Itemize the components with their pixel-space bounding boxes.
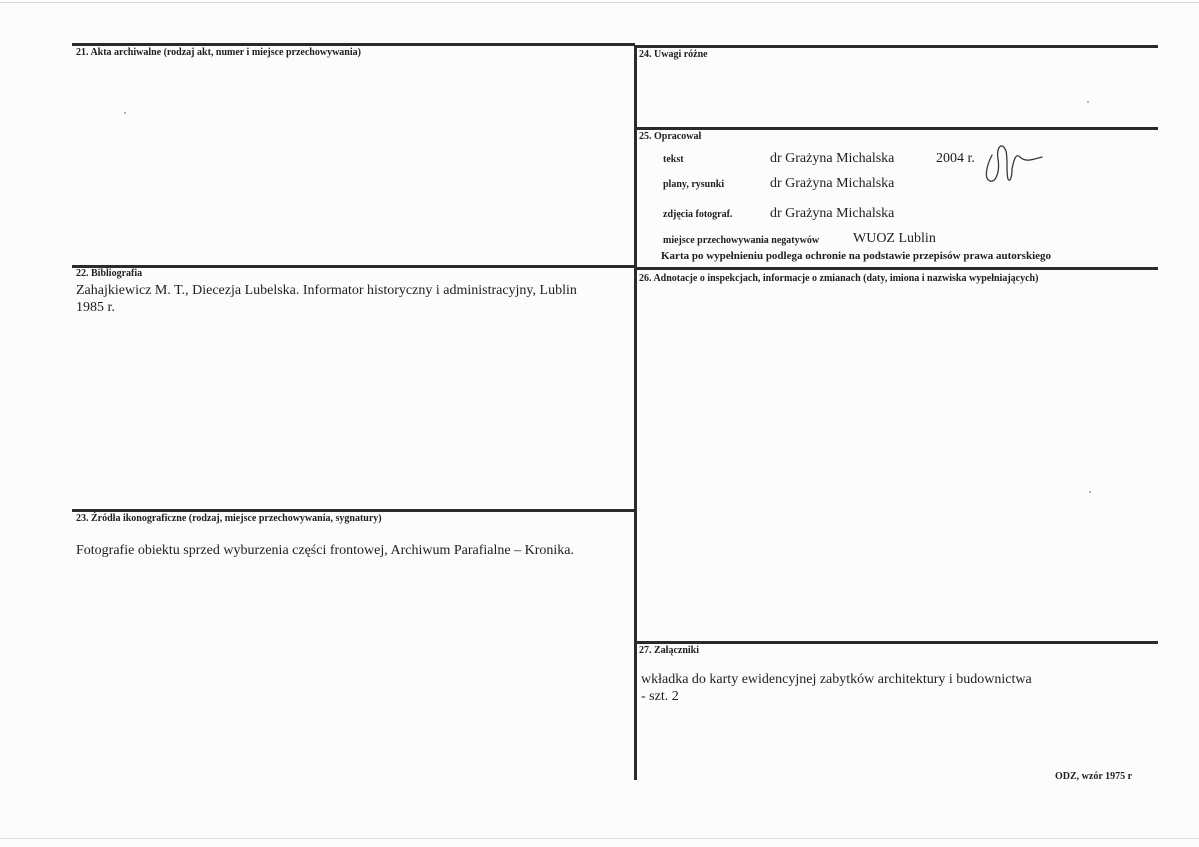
sheet-bottom-edge	[0, 838, 1199, 839]
section-22-content: Zahajkiewicz M. T., Diecezja Lubelska. Informator historyczny i administracyjny, Lublin 1985 r.	[76, 283, 577, 315]
form-version-footer: ODZ, wzór 1975 r	[1055, 771, 1133, 782]
scan-speck	[124, 112, 126, 114]
section-21-label: 21. Akta archiwalne (rodzaj akt, numer i miejsce przechowywania)	[76, 47, 361, 58]
section-23-label: 23. Źródła ikonograficzne (rodzaj, miejsce przechowywania, sygnatury)	[76, 513, 382, 524]
plans-value: dr Grażyna Michalska	[770, 176, 895, 191]
column-divider	[634, 45, 637, 780]
rule-section-23	[72, 509, 635, 512]
rule-section-24	[635, 45, 1158, 48]
section-23-content: Fotografie obiektu sprzed wyburzenia części frontowej, Archiwum Parafialne – Kronika.	[76, 543, 574, 558]
plans-label: plany, rysunki	[663, 179, 725, 190]
rule-section-27	[635, 641, 1158, 644]
rule-section-26	[635, 267, 1158, 270]
copyright-notice: Karta po wypełnieniu podlega ochronie na podstawie przepisów prawa autorskiego	[661, 250, 1052, 262]
section-27-content-line1: wkładka do karty ewidencyjnej zabytków architektury i budownictwa	[641, 672, 1032, 687]
handwritten-signature	[982, 133, 1052, 189]
section-26-label: 26. Adnotacje o inspekcjach, informacje o zmianach (daty, imiona i nazwiska wypełniających)	[639, 273, 1039, 284]
negatives-value: WUOZ Lublin	[853, 231, 936, 246]
photos-value: dr Grażyna Michalska	[770, 206, 895, 221]
negatives-label: miejsce przechowywania negatywów	[663, 235, 820, 246]
rule-section-22	[72, 265, 635, 268]
section-22-label: 22. Bibliografia	[76, 268, 143, 279]
author-text-value: dr Grażyna Michalska	[770, 151, 895, 166]
photos-label: zdjęcia fotograf.	[663, 209, 733, 220]
section-25-label: 25. Opracował	[639, 131, 702, 142]
sheet-top-edge	[0, 2, 1199, 3]
section-27-label: 27. Załączniki	[639, 645, 700, 656]
scan-speck	[1089, 491, 1091, 493]
scan-speck	[1087, 101, 1089, 103]
section-27-content-line2: - szt. 2	[641, 689, 679, 704]
author-text-label: tekst	[663, 154, 684, 165]
section-24-label: 24. Uwagi różne	[639, 49, 708, 60]
author-date: 2004 r.	[936, 151, 975, 166]
rule-section-21	[72, 43, 635, 46]
rule-section-25	[635, 127, 1158, 130]
